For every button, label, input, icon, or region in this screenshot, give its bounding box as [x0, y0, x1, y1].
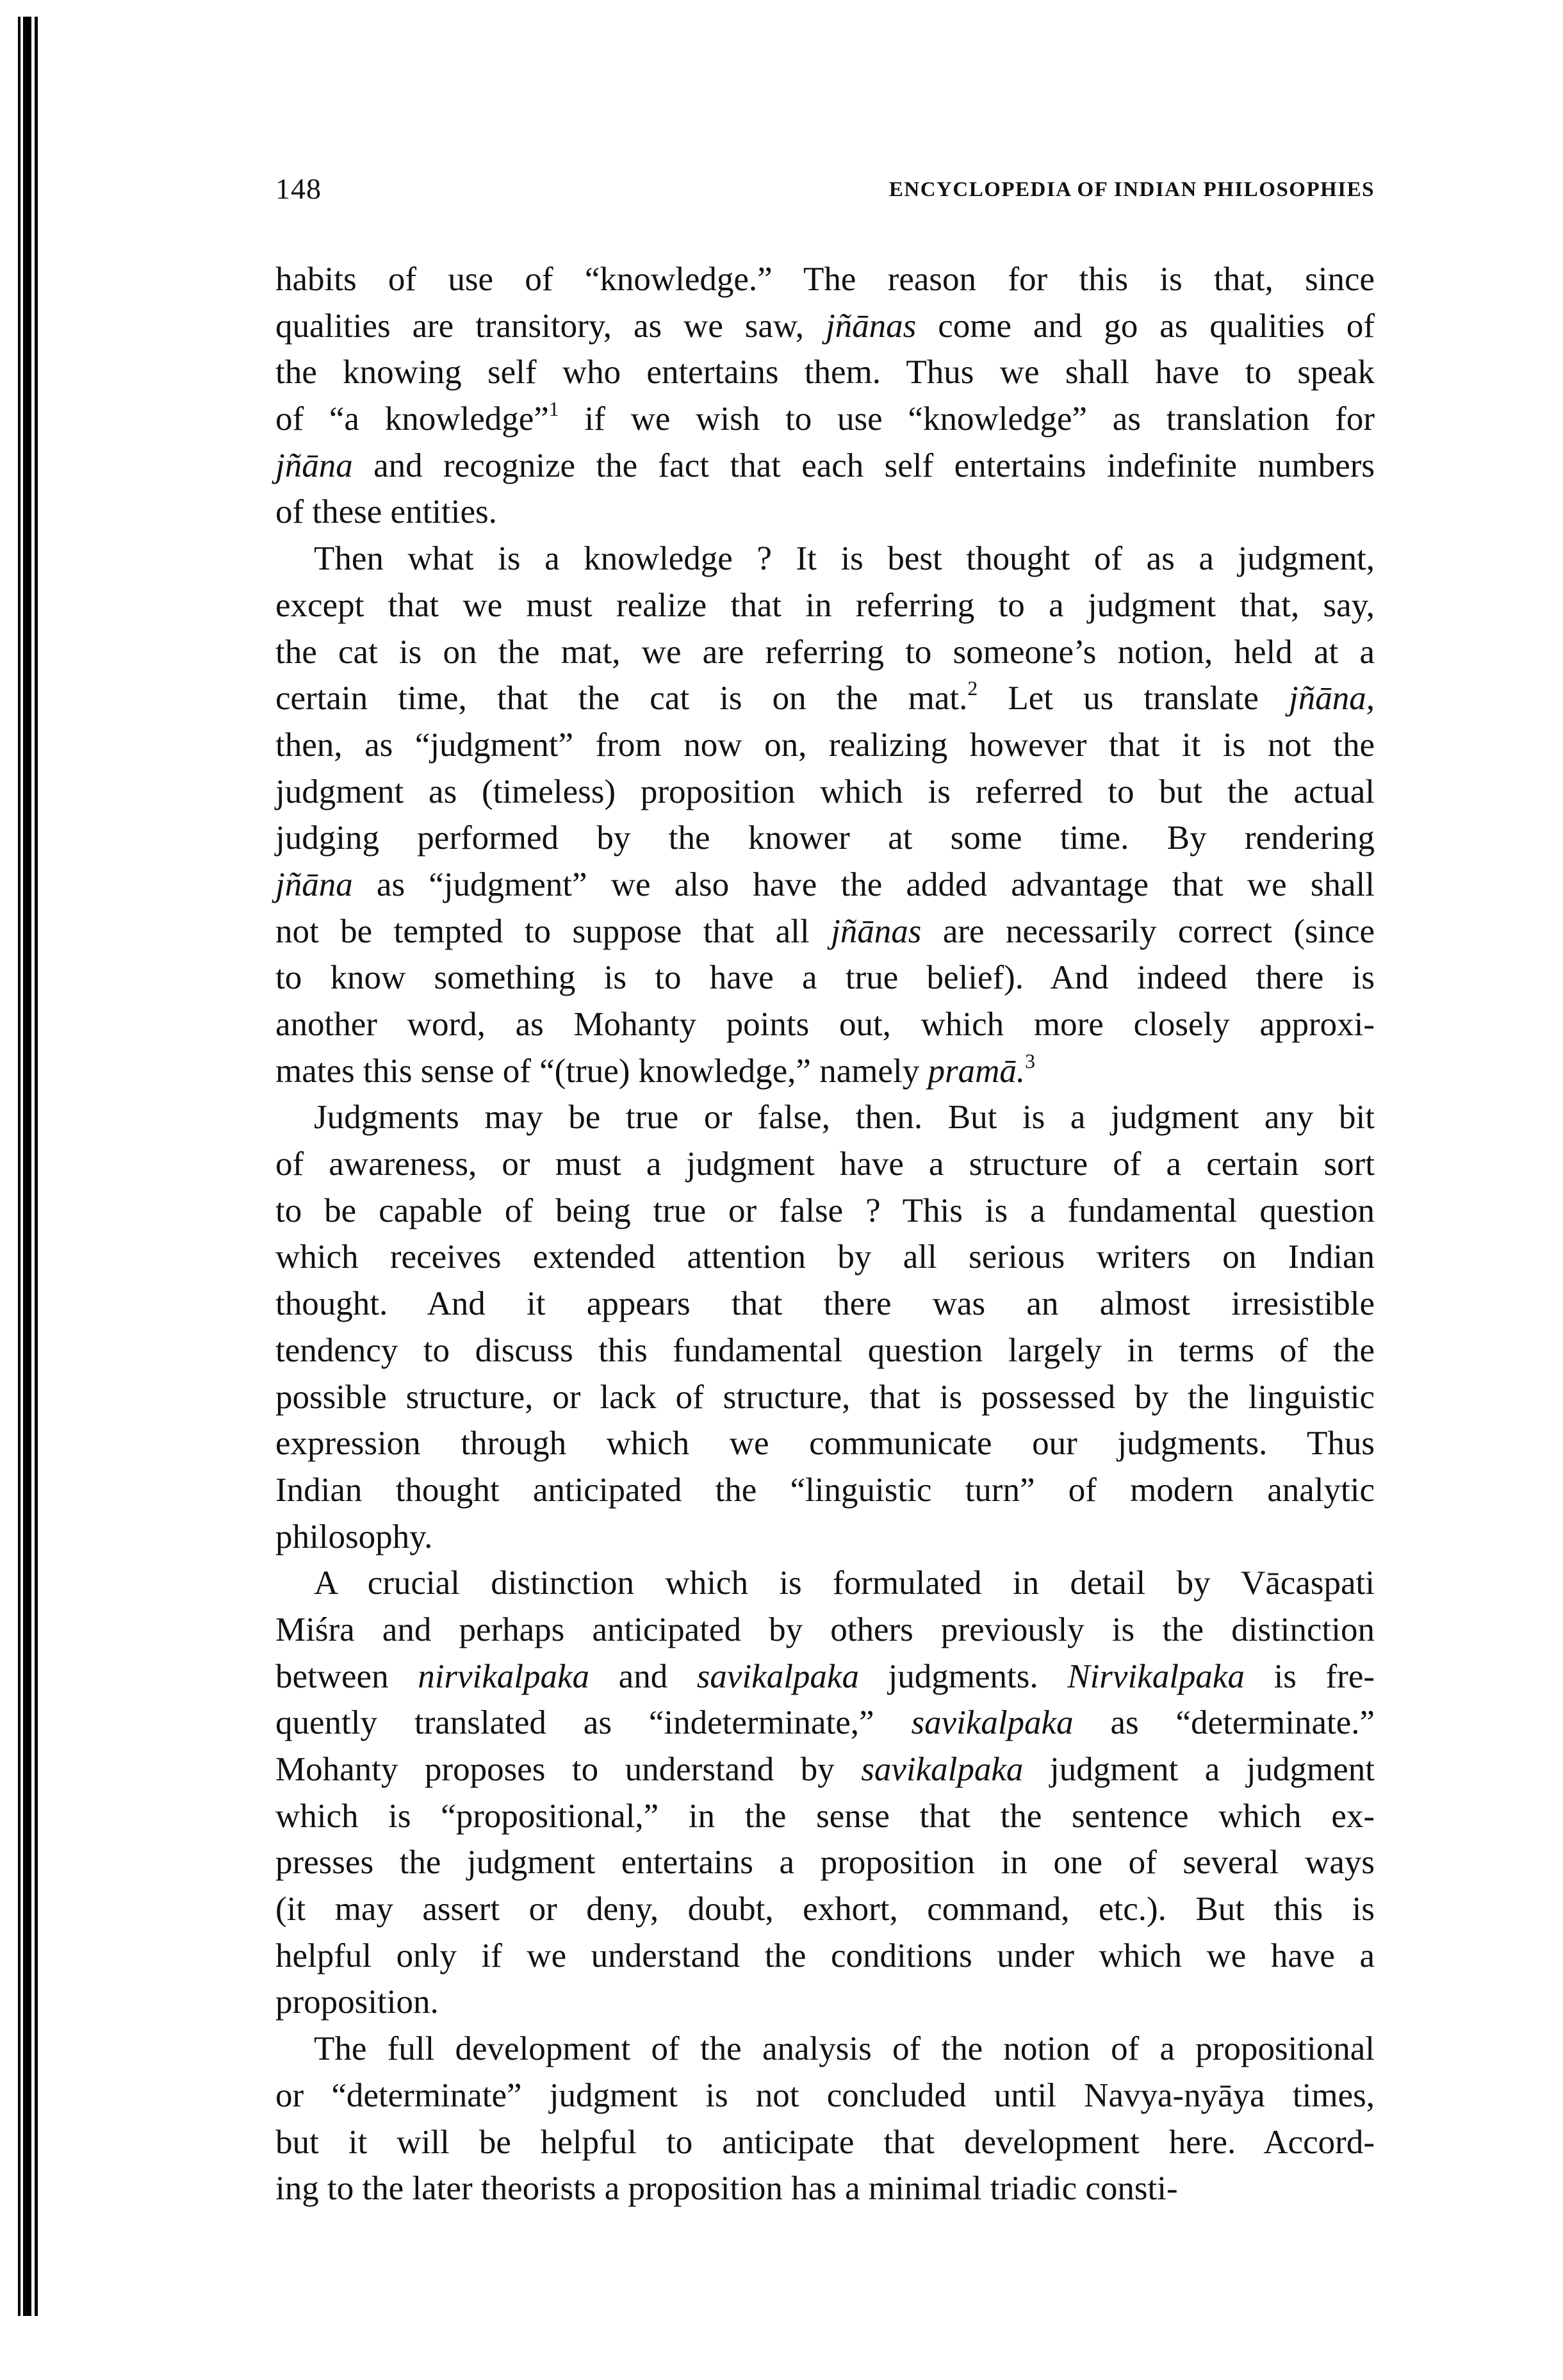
paragraph — [275, 1560, 1375, 2026]
text-line: ing to the later theorists a proposition has a minimal triadic consti- — [275, 2170, 1178, 2208]
text-line: quently translated as “indeterminate,” savikalpaka as “determinate.” — [275, 1704, 1375, 1742]
page-number: 148 — [275, 172, 322, 205]
text-line: between nirvikalpaka and savikalpaka judgments. Nirvikalpaka is fre- — [275, 1657, 1375, 1695]
text-line: tendency to discuss this fundamental question largely in terms of the — [275, 1331, 1375, 1369]
footnote-marker: 1 — [548, 397, 559, 420]
text-line: but it will be helpful to anticipate that development here. Accord- — [275, 2123, 1375, 2161]
text-line: the knowing self who entertains them. Thus we shall have to speak — [275, 354, 1375, 391]
italic-term: savikalpaka — [911, 1704, 1074, 1742]
text-line: then, as “judgment” from now on, realizing however that it is not the — [275, 726, 1375, 764]
text-line: (it may assert or deny, doubt, exhort, command, etc.). But this is — [275, 1891, 1375, 1928]
running-title: ENCYCLOPEDIA OF INDIAN PHILOSOPHIES — [888, 178, 1375, 201]
text-line: of these entities. — [275, 493, 497, 531]
italic-term: pramā. — [928, 1052, 1026, 1090]
text-line: proposition. — [275, 1983, 439, 2021]
italic-term: savikalpaka — [861, 1751, 1024, 1788]
binding-shadow-band — [23, 17, 31, 2316]
text-line: The full development of the analysis of the notion of a propositional — [314, 2030, 1375, 2068]
text-line: judging performed by the knower at some time. By rendering — [275, 819, 1375, 857]
text-line: Mohanty proposes to understand by savikalpaka judgment a judgment — [275, 1751, 1375, 1788]
text-line: to know something is to have a true belief). And indeed there is — [275, 959, 1375, 997]
italic-term: Nirvikalpaka — [1067, 1657, 1245, 1695]
text-line: of awareness, or must a judgment have a structure of a certain sort — [275, 1145, 1375, 1183]
text-line: another word, as Mohanty points out, which more closely approxi- — [275, 1006, 1375, 1043]
italic-term: jñānas — [831, 912, 922, 950]
text-line: possible structure, or lack of structure, that is possessed by the linguistic — [275, 1378, 1375, 1416]
text-line: A crucial distinction which is formulated in detail by Vācaspati — [314, 1564, 1375, 1602]
italic-term: savikalpaka — [696, 1657, 859, 1695]
text-line: Indian thought anticipated the “linguistic turn” of modern analytic — [275, 1471, 1375, 1509]
text-line: qualities are transitory, as we saw, jñānas come and go as qualities of — [275, 307, 1375, 345]
text-line: or “determinate” judgment is not concluded until Navya-nyāya times, — [275, 2076, 1375, 2114]
text-line: to be capable of being true or false ? This is a fundamental question — [275, 1192, 1375, 1229]
text-line: judgment as (timeless) proposition which is referred to but the actual — [275, 773, 1375, 810]
text-line: helpful only if we understand the conditions under which we have a — [275, 1937, 1375, 1974]
italic-term: nirvikalpaka — [418, 1657, 590, 1695]
text-line: presses the judgment entertains a proposition in one of several ways — [275, 1844, 1375, 1882]
footnote-marker: 3 — [1025, 1049, 1036, 1072]
binding-shadow-line — [35, 17, 38, 2316]
italic-term: jñānas — [825, 307, 917, 345]
text-line: Judgments may be true or false, then. But is a judgment any bit — [314, 1099, 1375, 1137]
text-line: expression through which we communicate our judgments. Thus — [275, 1425, 1375, 1463]
text-line: thought. And it appears that there was an almost irresistible — [275, 1285, 1375, 1323]
text-line: philosophy. — [275, 1518, 433, 1555]
footnote-marker: 2 — [967, 677, 978, 700]
text-line: Then what is a knowledge ? It is best thought of as a judgment, — [314, 540, 1375, 578]
text-line: of “a knowledge”$^1$ if we wish to use “knowledge” as translation for — [275, 397, 1375, 438]
italic-term: jñāna — [275, 447, 353, 484]
paragraph — [275, 536, 1375, 1094]
body-text — [275, 256, 1375, 2212]
paragraph — [275, 2026, 1375, 2212]
text-line: except that we must realize that in referring to a judgment that, say, — [275, 586, 1375, 624]
text-line: which is “propositional,” in the sense that the sentence which ex- — [275, 1797, 1375, 1835]
text-line: not be tempted to suppose that all jñānas are necessarily correct (since — [275, 912, 1375, 950]
text-line: jñāna and recognize the fact that each self entertains indefinite numbers — [275, 447, 1375, 484]
text-line: Miśra and perhaps anticipated by others previously is the distinction — [275, 1611, 1375, 1648]
text-line: mates this sense of “(true) knowledge,” namely pramā.$^3$ — [275, 1049, 1036, 1090]
text-line: habits of use of “knowledge.” The reason for this is that, since — [275, 261, 1375, 298]
paragraph — [275, 256, 1375, 536]
paragraph — [275, 1094, 1375, 1560]
text-line: certain time, that the cat is on the mat.$^2$ Let us translate jñāna, — [275, 677, 1375, 718]
italic-term: jñāna — [275, 866, 353, 903]
text-line: jñāna as “judgment” we also have the added advantage that we shall — [275, 866, 1375, 903]
italic-term: jñāna, — [1289, 680, 1375, 718]
running-header — [275, 172, 1375, 210]
binding-shadow-line — [18, 17, 20, 2316]
scan-binding-edge — [18, 17, 40, 2316]
text-line: the cat is on the mat, we are referring to someone’s notion, held at a — [275, 633, 1375, 671]
text-line: which receives extended attention by all serious writers on Indian — [275, 1238, 1375, 1276]
